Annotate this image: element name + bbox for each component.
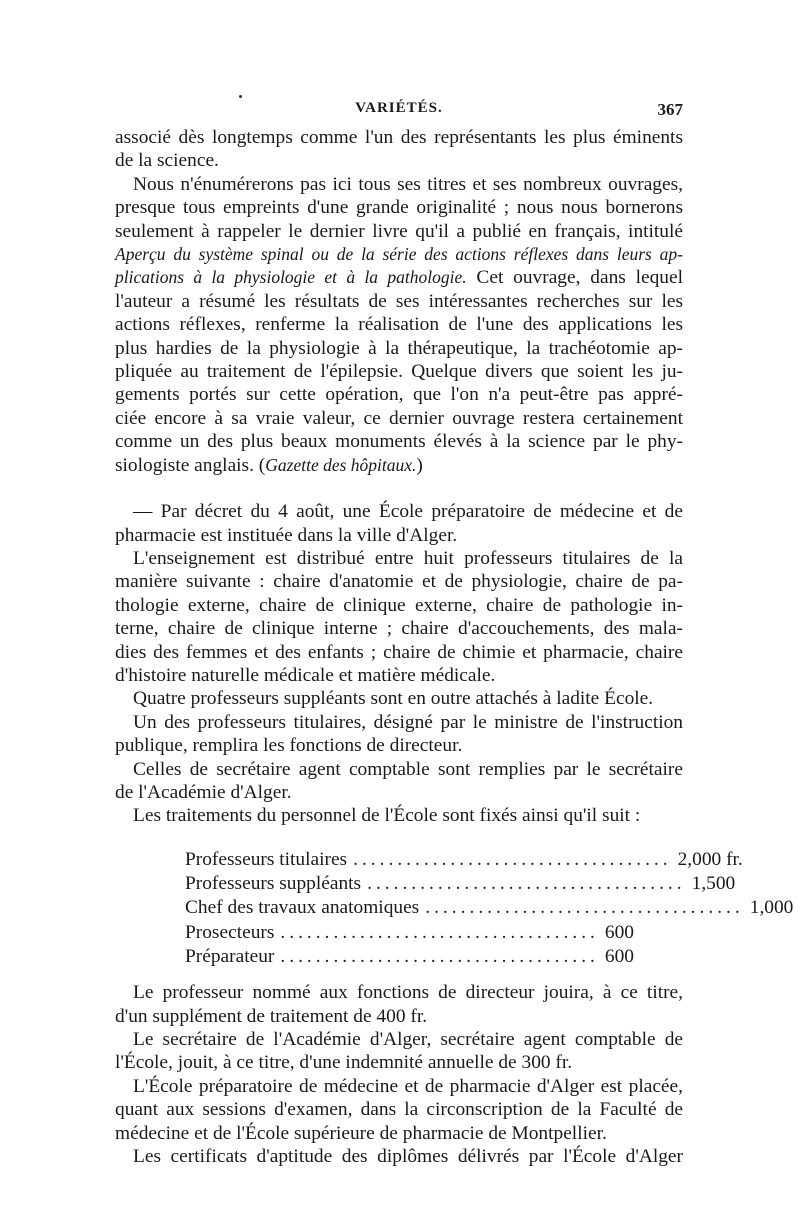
- text-line: de la science.: [115, 150, 219, 172]
- salary-amount: 600: [604, 921, 634, 943]
- text-line: de l'Académie d'Alger.: [115, 781, 292, 803]
- text-line: Les certificats d'aptitude des diplômes délivrés par l'École d'Alger: [133, 1146, 683, 1168]
- salary-table: [185, 848, 794, 969]
- leader-dots: ....................................: [367, 873, 686, 895]
- text-line: [115, 454, 683, 477]
- text-line: ciée encore à sa vraie valeur, ce dernier ouvrage restera certainement: [115, 407, 683, 429]
- salary-label: Professeurs titulaires: [185, 848, 348, 870]
- salary-row: [185, 896, 794, 920]
- text-line: Un des professeurs titulaires, désigné par le ministre de l'instruction: [133, 711, 683, 733]
- text-line: publique, remplira les fonctions de directeur.: [115, 735, 463, 757]
- salary-amount: 1,000: [749, 897, 794, 919]
- section-title: VARIÉTÉS.: [355, 100, 443, 116]
- text-line: associé dès longtemps comme l'un des représentants les plus éminents: [115, 127, 683, 148]
- text-line: presque tous empreints d'une grande originalité ; nous nous bornerons: [115, 197, 683, 219]
- leader-dots: ....................................: [280, 945, 599, 967]
- italic-title-fragment: Gazette des hôpitaux.: [265, 454, 417, 475]
- salary-row: [185, 872, 736, 896]
- text-line: [115, 266, 683, 289]
- text-line: [115, 243, 683, 266]
- text-line: quant aux sessions d'examen, dans la circonscription de la Faculté de: [115, 1099, 683, 1121]
- salary-amount: 1,500: [691, 873, 736, 895]
- running-head: [115, 100, 683, 124]
- text-line: Le secrétaire de l'Académie d'Alger, secrétaire agent comptable de: [133, 1029, 683, 1051]
- text-line: gements portés sur cette opération, que l'on n'a peut-être pas appré-: [115, 384, 683, 406]
- page-number: 367: [657, 100, 683, 119]
- text-line: manière suivante : chaire d'anatomie et de physiologie, chaire de pa-: [115, 571, 683, 593]
- text-line: comme un des plus beaux monuments élevés à la science par le phy-: [115, 431, 683, 453]
- salary-amount: 2,000 fr.: [677, 848, 743, 870]
- salary-label: Chef des travaux anatomiques: [185, 897, 420, 919]
- text-before-table: [115, 126, 683, 828]
- text-line: plus hardies de la physiologie à la thérapeutique, la trachéotomie ap-: [115, 337, 683, 359]
- text-line: pharmacie est instituée dans la ville d'Alger.: [115, 524, 458, 546]
- print-speck: [239, 95, 242, 98]
- text-line: Le professeur nommé aux fonctions de directeur jouira, à ce titre,: [133, 982, 683, 1004]
- text-line: Nous n'énumérerons pas ici tous ses titres et ses nombreux ouvrages,: [133, 173, 683, 195]
- salary-label: Prosecteurs: [185, 921, 275, 943]
- text-line: médecine et de l'École supérieure de pharmacie de Montpellier.: [115, 1122, 607, 1144]
- text-line: Quatre professeurs suppléants sont en outre attachés à ladite École.: [133, 688, 654, 710]
- salary-row: [185, 848, 743, 872]
- text-line: dies des femmes et des enfants ; chaire de chimie et pharmacie, chaire: [115, 641, 683, 663]
- text-line: pliquée au traitement de l'épilepsie. Quelque divers que soient les ju-: [115, 361, 683, 383]
- text-line: seulement à rappeler le dernier livre qu'il a publié en français, intitulé: [115, 220, 683, 242]
- salary-row: [185, 921, 634, 945]
- text-line: actions réflexes, renferme la réalisation de l'une des applications les: [115, 314, 683, 336]
- text-fragment: Cet ouvrage, dans lequel: [466, 267, 683, 289]
- text-fragment: ): [416, 454, 423, 476]
- salary-label: Préparateur: [185, 945, 275, 967]
- italic-title-fragment: Aperçu du système spinal ou de la série des actions réflexes dans leurs ap-: [115, 244, 683, 265]
- text-line: d'histoire naturelle médicale et matière médicale.: [115, 664, 496, 686]
- text-line: Les traitements du personnel de l'École sont fixés ainsi qu'il suit :: [133, 805, 641, 827]
- salary-label: Professeurs suppléants: [185, 873, 362, 895]
- salary-amount: 600: [604, 945, 634, 967]
- text-line: L'enseignement est distribué entre huit professeurs titulaires de la: [133, 547, 683, 569]
- text-line: L'École préparatoire de médecine et de pharmacie d'Alger est placée,: [133, 1075, 683, 1097]
- salary-row: [185, 945, 634, 969]
- text-line: d'un supplément de traitement de 400 fr.: [115, 1005, 428, 1027]
- text-line: thologie externe, chaire de clinique externe, chaire de pathologie in-: [115, 594, 683, 616]
- leader-dots: ....................................: [280, 921, 599, 943]
- text-after-table: [115, 981, 683, 1168]
- text-line: l'École, jouit, à ce titre, d'une indemnité annuelle de 300 fr.: [115, 1052, 573, 1074]
- leader-dots: ....................................: [425, 897, 744, 919]
- text-fragment: siologiste anglais. (: [115, 454, 266, 476]
- leader-dots: ....................................: [353, 848, 672, 870]
- text-line: terne, chaire de clinique interne ; chaire d'accouchements, des mala-: [115, 618, 683, 640]
- italic-title-fragment: plications à la physiologie et à la pathologie.: [115, 267, 467, 288]
- text-line: Celles de secrétaire agent comptable sont remplies par le secrétaire: [133, 758, 683, 780]
- text-line: — Par décret du 4 août, une École préparatoire de médecine et de: [133, 501, 683, 523]
- text-line: l'auteur a résumé les résultats de ses intéressantes recherches sur les: [115, 290, 683, 312]
- body-text: [115, 126, 794, 1169]
